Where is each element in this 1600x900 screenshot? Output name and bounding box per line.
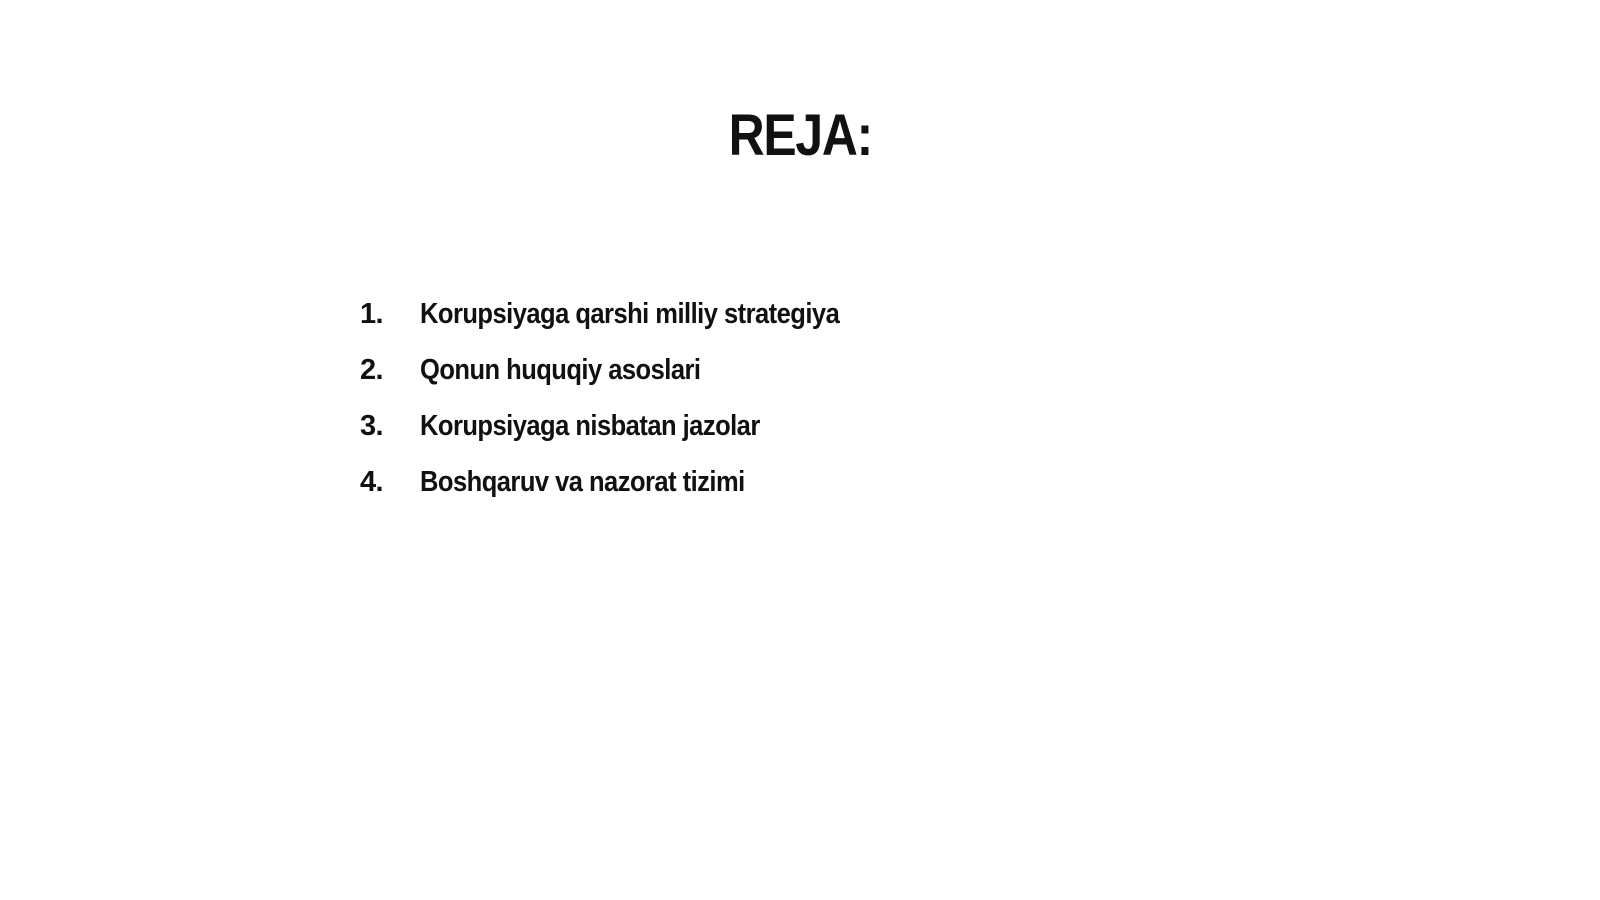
slide-title: REJA: — [728, 103, 872, 168]
plan-item-number: 3. — [360, 409, 383, 442]
plan-list-item — [360, 398, 896, 454]
plan-item-text: Boshqaruv va nazorat tizimi — [420, 465, 745, 498]
plan-list-item — [360, 342, 896, 398]
plan-list-item — [360, 286, 896, 342]
plan-item-number: 1. — [360, 297, 383, 330]
plan-item-text: Qonun huquqiy asoslari — [420, 353, 701, 386]
plan-item-text: Korupsiyaga qarshi milliy strategiya — [420, 297, 840, 330]
plan-list-item — [360, 454, 896, 510]
plan-list — [360, 286, 896, 510]
plan-item-number: 2. — [360, 353, 383, 386]
plan-item-text: Korupsiyaga nisbatan jazolar — [420, 409, 760, 442]
plan-item-number: 4. — [360, 465, 383, 498]
